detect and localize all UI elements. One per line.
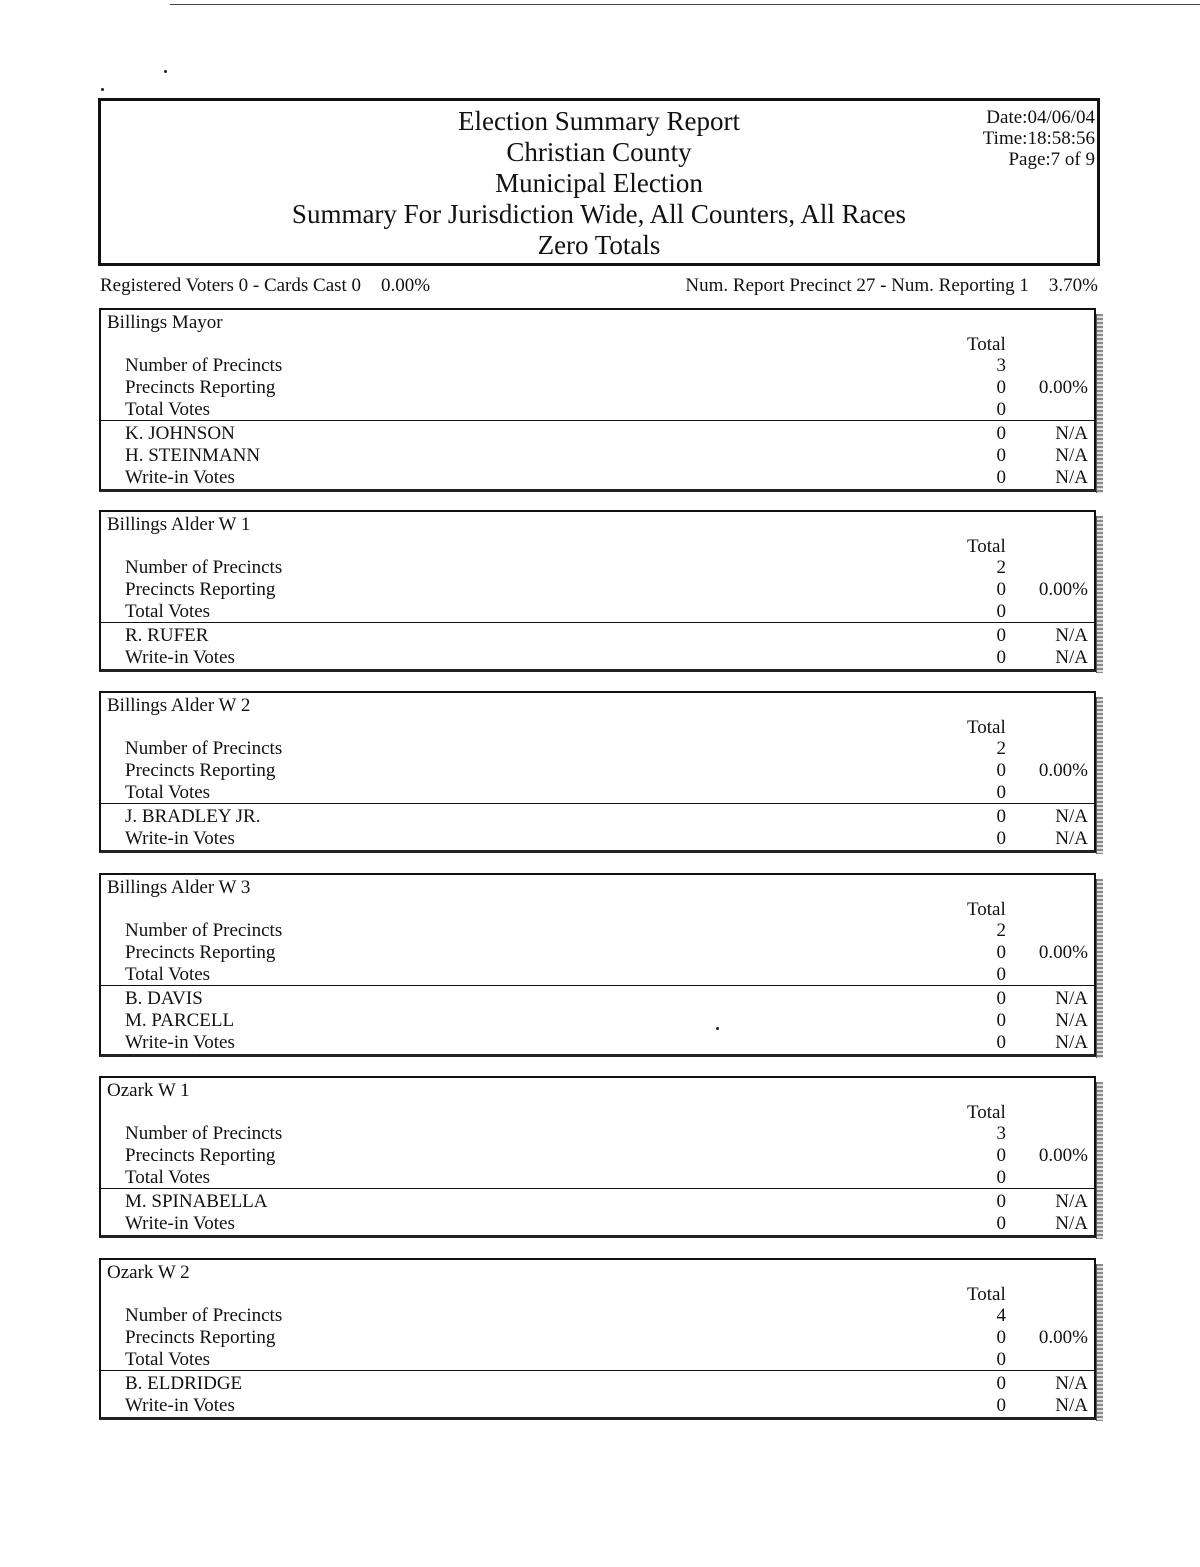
total-votes-row bbox=[101, 1167, 1094, 1189]
candidate-votes: 0 bbox=[996, 828, 1006, 849]
row-percent: 0.00% bbox=[1038, 942, 1088, 963]
row-label: Total Votes bbox=[125, 399, 211, 420]
precinct-reporting-summary bbox=[685, 275, 1098, 297]
report-page: Page:7 of 9 bbox=[1008, 149, 1095, 170]
report-scope: Summary For Jurisdiction Wide, All Counters, All Races bbox=[291, 199, 907, 229]
candidate-percent: N/A bbox=[1055, 806, 1088, 827]
candidate-row bbox=[101, 988, 1094, 1010]
precincts-reporting-row bbox=[101, 1145, 1094, 1167]
row-value: 0 bbox=[996, 782, 1006, 803]
row-value: 0 bbox=[996, 1145, 1006, 1166]
candidate-percent: N/A bbox=[1055, 647, 1088, 668]
candidate-row bbox=[101, 1191, 1094, 1213]
row-label: Precincts Reporting bbox=[125, 1327, 276, 1348]
row-label: Total Votes bbox=[125, 964, 211, 985]
candidate-name: Write-in Votes bbox=[125, 828, 235, 849]
candidate-percent: N/A bbox=[1055, 1373, 1088, 1394]
candidate-votes: 0 bbox=[996, 445, 1006, 466]
row-label: Precincts Reporting bbox=[125, 377, 276, 398]
candidate-percent: N/A bbox=[1055, 1032, 1088, 1053]
number-of-precincts-row bbox=[101, 920, 1094, 942]
race-box bbox=[99, 1076, 1096, 1238]
race-box bbox=[99, 308, 1096, 492]
row-value: 2 bbox=[996, 738, 1006, 759]
row-percent: 0.00% bbox=[1038, 1327, 1088, 1348]
row-value: 3 bbox=[996, 1123, 1006, 1144]
row-label: Precincts Reporting bbox=[125, 942, 276, 963]
candidate-votes: 0 bbox=[996, 647, 1006, 668]
scan-speck bbox=[164, 70, 167, 73]
candidate-row bbox=[101, 625, 1094, 647]
section-divider bbox=[101, 1188, 1094, 1189]
candidate-name: B. DAVIS bbox=[125, 988, 203, 1009]
row-value: 3 bbox=[996, 355, 1006, 376]
candidate-name: Write-in Votes bbox=[125, 1213, 235, 1234]
total-votes-row bbox=[101, 601, 1094, 623]
candidate-percent: N/A bbox=[1055, 467, 1088, 488]
candidate-row bbox=[101, 1395, 1094, 1417]
row-label: Number of Precincts bbox=[125, 355, 283, 376]
precincts-reporting-row bbox=[101, 377, 1094, 399]
registered-voters-summary bbox=[100, 275, 430, 297]
candidate-percent: N/A bbox=[1055, 988, 1088, 1009]
report-subtitle: Zero Totals bbox=[537, 230, 661, 260]
candidate-row bbox=[101, 1373, 1094, 1395]
row-value: 0 bbox=[996, 964, 1006, 985]
row-label: Total Votes bbox=[125, 1349, 211, 1370]
section-divider bbox=[101, 420, 1094, 421]
candidate-percent: N/A bbox=[1055, 423, 1088, 444]
candidate-name: Write-in Votes bbox=[125, 1032, 235, 1053]
row-value: 4 bbox=[996, 1305, 1006, 1326]
candidate-row bbox=[101, 1010, 1094, 1032]
race-title: Billings Alder W 1 bbox=[107, 514, 251, 535]
total-votes-row bbox=[101, 782, 1094, 804]
row-label: Total Votes bbox=[125, 601, 211, 622]
row-value: 0 bbox=[996, 1167, 1006, 1188]
candidate-row bbox=[101, 467, 1094, 489]
scan-top-edge-line bbox=[170, 4, 1200, 5]
candidate-row bbox=[101, 423, 1094, 445]
precincts-reporting-row bbox=[101, 1327, 1094, 1349]
total-column-header: Total bbox=[967, 899, 1006, 920]
candidate-percent: N/A bbox=[1055, 828, 1088, 849]
candidate-votes: 0 bbox=[996, 988, 1006, 1009]
row-value: 0 bbox=[996, 399, 1006, 420]
candidate-votes: 0 bbox=[996, 1395, 1006, 1416]
row-label: Number of Precincts bbox=[125, 557, 283, 578]
row-percent: 0.00% bbox=[1038, 1145, 1088, 1166]
total-votes-row bbox=[101, 399, 1094, 421]
candidate-percent: N/A bbox=[1055, 1213, 1088, 1234]
candidate-name: M. PARCELL bbox=[125, 1010, 235, 1031]
candidate-name: H. STEINMANN bbox=[125, 445, 261, 466]
election-name: Municipal Election bbox=[495, 168, 703, 198]
candidate-name: J. BRADLEY JR. bbox=[125, 806, 261, 827]
report-header bbox=[98, 98, 1100, 266]
row-label: Number of Precincts bbox=[125, 1123, 283, 1144]
candidate-votes: 0 bbox=[996, 1010, 1006, 1031]
row-value: 0 bbox=[996, 579, 1006, 600]
cards-cast-percent: 0.00% bbox=[381, 275, 431, 296]
section-divider bbox=[101, 1370, 1094, 1371]
row-label: Precincts Reporting bbox=[125, 1145, 276, 1166]
candidate-votes: 0 bbox=[996, 1032, 1006, 1053]
number-of-precincts-row bbox=[101, 557, 1094, 579]
race-title: Ozark W 2 bbox=[107, 1262, 190, 1283]
row-value: 0 bbox=[996, 760, 1006, 781]
total-column-header: Total bbox=[967, 717, 1006, 738]
row-label: Total Votes bbox=[125, 1167, 211, 1188]
scan-speck bbox=[101, 88, 104, 91]
candidate-votes: 0 bbox=[996, 1213, 1006, 1234]
candidate-votes: 0 bbox=[996, 625, 1006, 646]
candidate-name: B. ELDRIDGE bbox=[125, 1373, 243, 1394]
row-percent: 0.00% bbox=[1038, 579, 1088, 600]
row-value: 0 bbox=[996, 942, 1006, 963]
number-of-precincts-row bbox=[101, 1305, 1094, 1327]
section-divider bbox=[101, 985, 1094, 986]
row-value: 0 bbox=[996, 377, 1006, 398]
candidate-row bbox=[101, 1213, 1094, 1235]
report-time: Time:18:58:56 bbox=[982, 128, 1095, 149]
candidate-percent: N/A bbox=[1055, 1191, 1088, 1212]
row-value: 0 bbox=[996, 1349, 1006, 1370]
row-value: 0 bbox=[996, 1327, 1006, 1348]
candidate-percent: N/A bbox=[1055, 625, 1088, 646]
candidate-name: M. SPINABELLA bbox=[125, 1191, 268, 1212]
candidate-votes: 0 bbox=[996, 1191, 1006, 1212]
candidate-votes: 0 bbox=[996, 467, 1006, 488]
row-label: Precincts Reporting bbox=[125, 760, 276, 781]
report-meta bbox=[983, 107, 1095, 170]
candidate-percent: N/A bbox=[1055, 1395, 1088, 1416]
report-title: Election Summary Report bbox=[458, 106, 740, 136]
candidate-name: Write-in Votes bbox=[125, 1395, 235, 1416]
candidate-votes: 0 bbox=[996, 806, 1006, 827]
row-percent: 0.00% bbox=[1038, 760, 1088, 781]
candidate-row bbox=[101, 647, 1094, 669]
report-date: Date:04/06/04 bbox=[986, 107, 1095, 128]
total-column-header: Total bbox=[967, 1284, 1006, 1305]
row-label: Number of Precincts bbox=[125, 1305, 283, 1326]
candidate-name: K. JOHNSON bbox=[125, 423, 235, 444]
candidate-row bbox=[101, 445, 1094, 467]
row-label: Total Votes bbox=[125, 782, 211, 803]
precincts-reporting-row bbox=[101, 760, 1094, 782]
total-votes-row bbox=[101, 1349, 1094, 1371]
precincts-reporting-row bbox=[101, 942, 1094, 964]
race-box bbox=[99, 691, 1096, 853]
candidate-name: Write-in Votes bbox=[125, 647, 235, 668]
row-label: Number of Precincts bbox=[125, 920, 283, 941]
race-title: Billings Alder W 3 bbox=[107, 877, 251, 898]
row-value: 2 bbox=[996, 920, 1006, 941]
total-column-header: Total bbox=[967, 334, 1006, 355]
candidate-percent: N/A bbox=[1055, 1010, 1088, 1031]
number-of-precincts-row bbox=[101, 355, 1094, 377]
race-box bbox=[99, 873, 1096, 1057]
number-of-precincts-row bbox=[101, 738, 1094, 760]
total-column-header: Total bbox=[967, 1102, 1006, 1123]
candidate-row bbox=[101, 1032, 1094, 1054]
row-value: 2 bbox=[996, 557, 1006, 578]
race-title: Billings Alder W 2 bbox=[107, 695, 251, 716]
candidate-row bbox=[101, 806, 1094, 828]
precinct-reporting-percent: 3.70% bbox=[1048, 275, 1098, 296]
race-box bbox=[99, 1258, 1096, 1420]
precinct-reporting-text: Num. Report Precinct 27 - Num. Reporting 1 bbox=[685, 275, 1029, 296]
race-box bbox=[99, 510, 1096, 672]
row-value: 0 bbox=[996, 601, 1006, 622]
number-of-precincts-row bbox=[101, 1123, 1094, 1145]
row-label: Precincts Reporting bbox=[125, 579, 276, 600]
total-column-header: Total bbox=[967, 536, 1006, 557]
candidate-votes: 0 bbox=[996, 423, 1006, 444]
row-percent: 0.00% bbox=[1038, 377, 1088, 398]
registered-voters-text: Registered Voters 0 - Cards Cast 0 bbox=[100, 275, 362, 296]
candidate-row bbox=[101, 828, 1094, 850]
section-divider bbox=[101, 803, 1094, 804]
candidate-name: Write-in Votes bbox=[125, 467, 235, 488]
precincts-reporting-row bbox=[101, 579, 1094, 601]
candidate-votes: 0 bbox=[996, 1373, 1006, 1394]
candidate-percent: N/A bbox=[1055, 445, 1088, 466]
row-label: Number of Precincts bbox=[125, 738, 283, 759]
race-title: Billings Mayor bbox=[107, 312, 223, 333]
section-divider bbox=[101, 622, 1094, 623]
candidate-name: R. RUFER bbox=[125, 625, 209, 646]
county-name: Christian County bbox=[506, 137, 692, 167]
total-votes-row bbox=[101, 964, 1094, 986]
race-title: Ozark W 1 bbox=[107, 1080, 190, 1101]
